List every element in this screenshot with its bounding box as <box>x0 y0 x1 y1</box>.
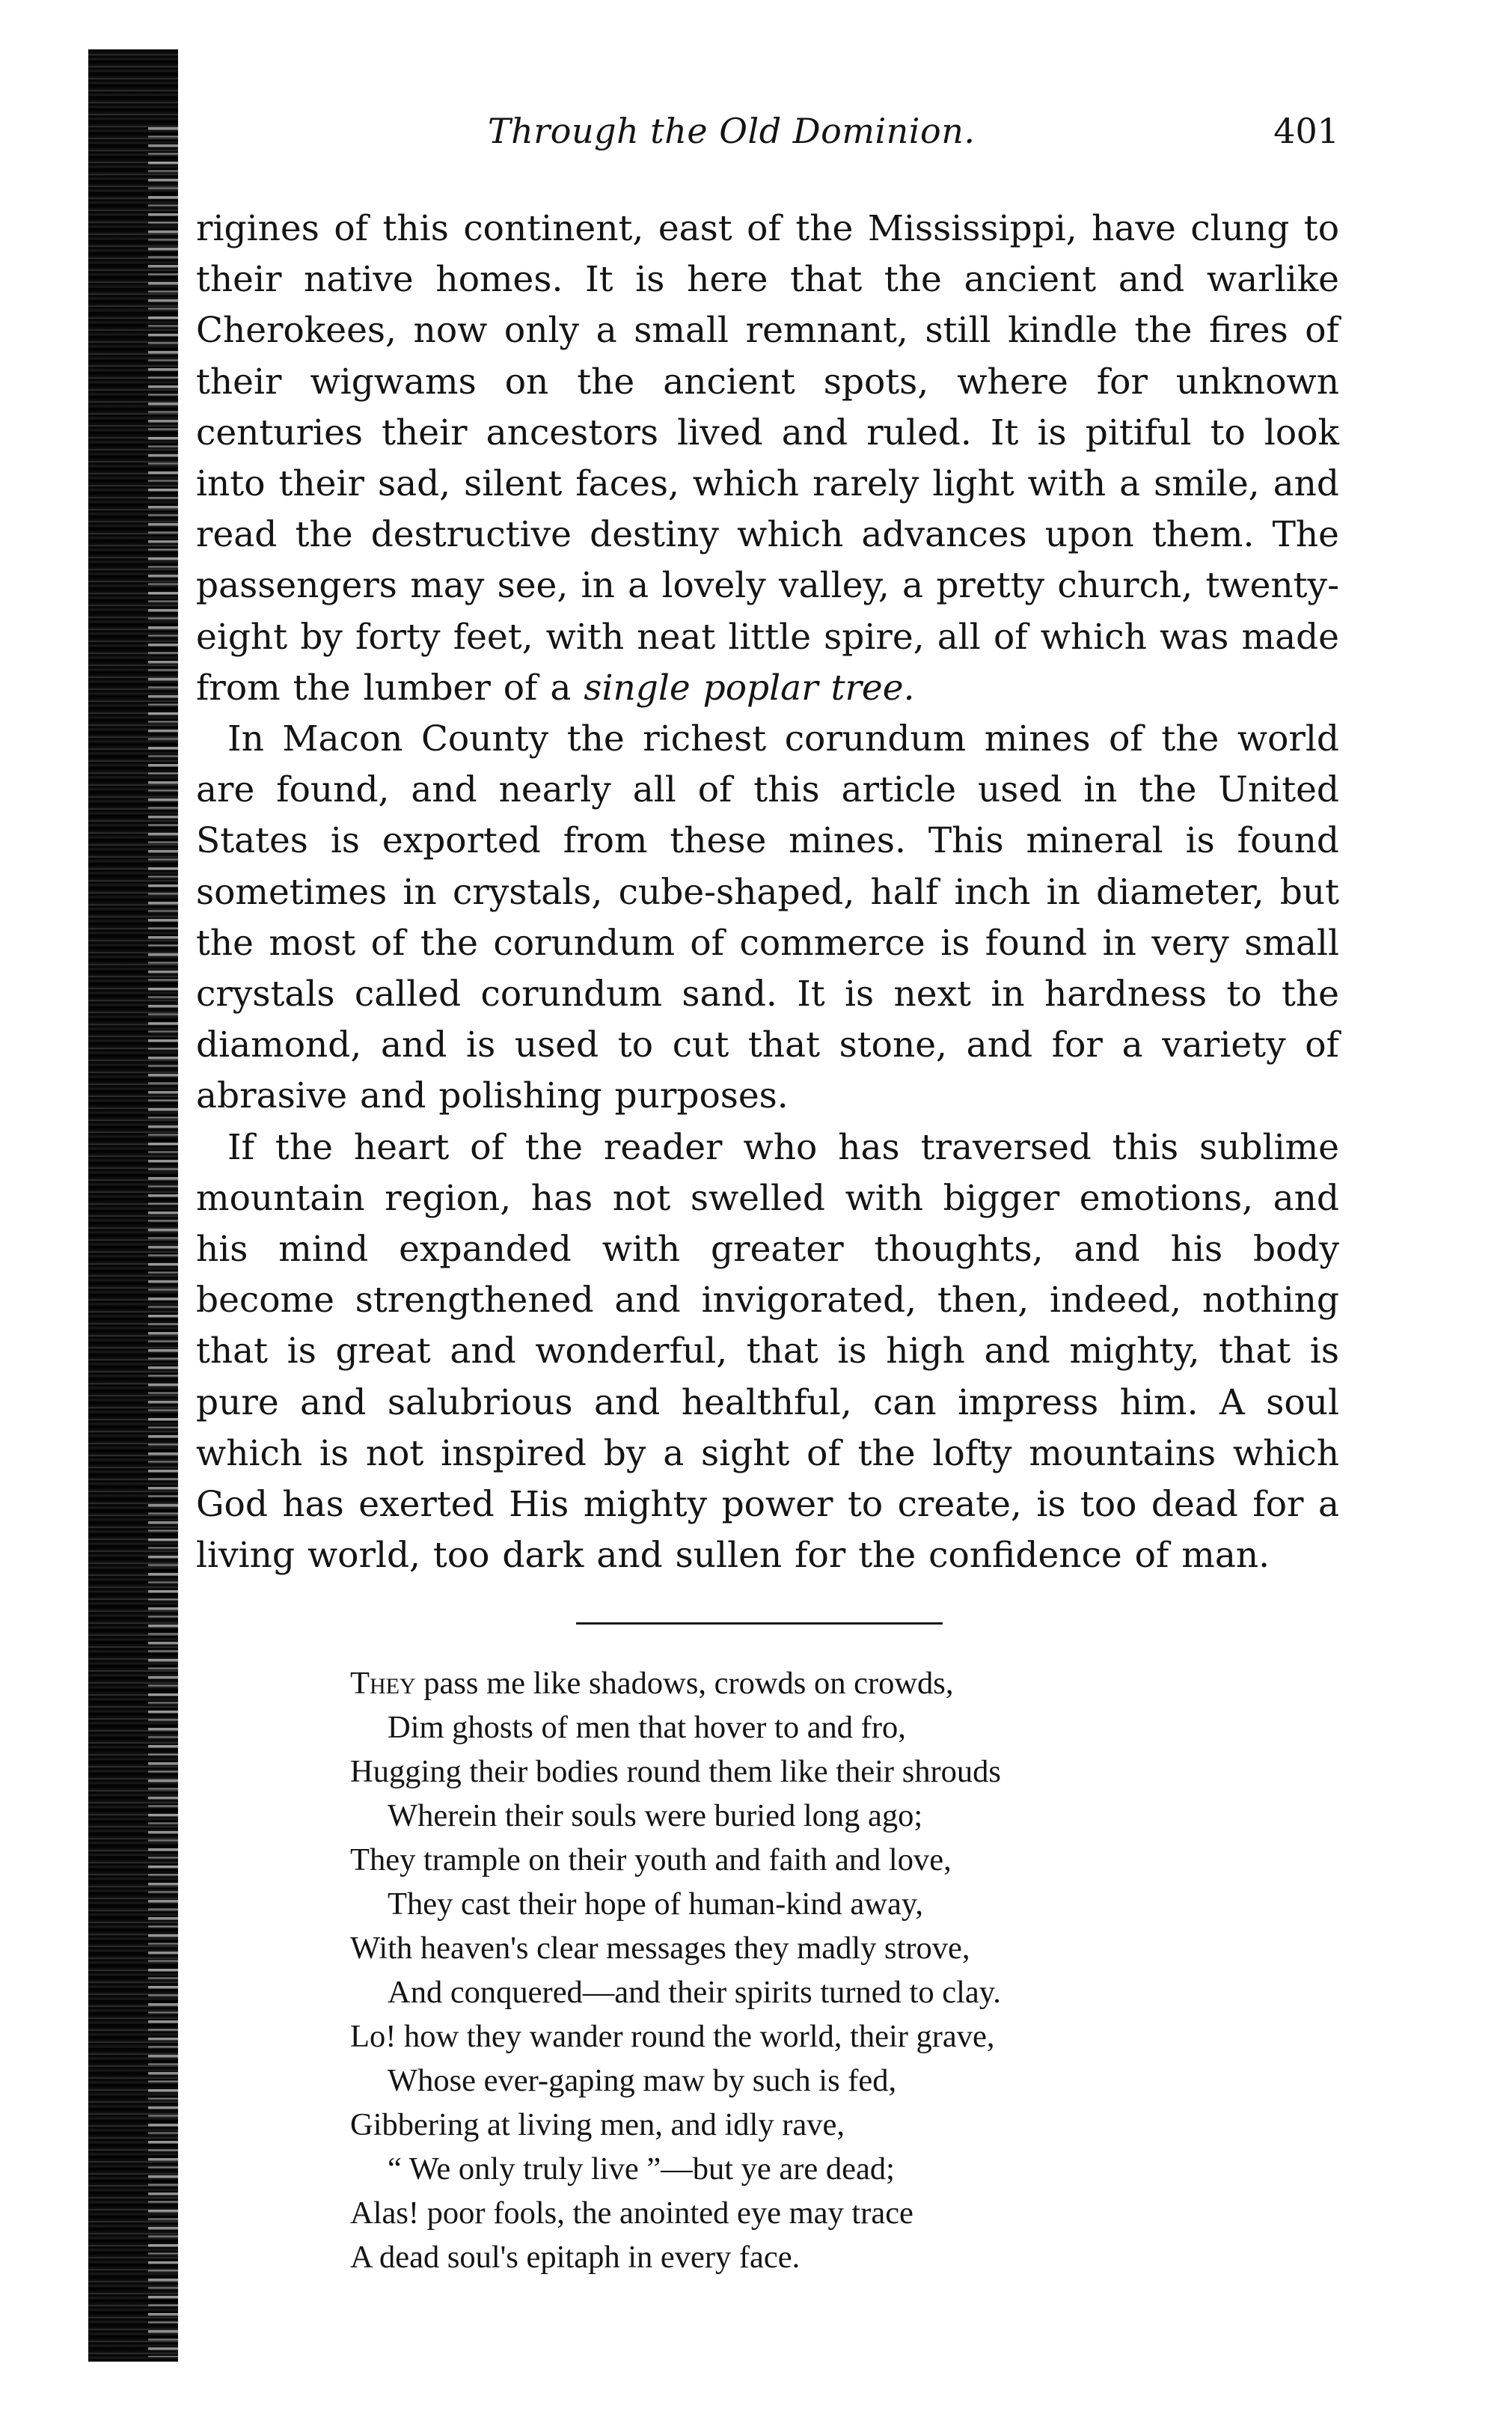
binding-shadow <box>148 127 183 2357</box>
poem-line: Wherein their souls were buried long ago; <box>388 1798 923 1833</box>
poem-first-word: They <box>350 1666 416 1701</box>
section-divider-rule <box>576 1622 943 1625</box>
poem-line: Gibbering at living men, and idly rave, <box>350 2107 845 2142</box>
poem-line <box>350 1661 1248 1705</box>
poem-line: Dim ghosts of men that hover to and fro, <box>388 1710 906 1745</box>
paragraph-corundum: In Macon County the richest corundum mines of the world are found, and nearly all of this article used in the United States is exported from these mines. This mineral is found sometimes in crystals, cube-shaped, half inch in diameter, but the most of the corundum of commerce is found in very small crystals called corundum sand. It is next in hardness to the diamond, and is used to cut that stone, and for a variety of abrasive and polishing purposes. <box>196 718 1339 1117</box>
poem <box>350 1661 1248 2279</box>
paragraph-cherokees <box>196 204 1339 714</box>
running-title: Through the Old Dominion. <box>488 111 976 151</box>
poem-line: Lo! how they wander round the world, their grave, <box>350 2019 995 2054</box>
paragraph-mountain-region: If the heart of the reader who has traversed this sublime mountain region, has not swelled with bigger emotions, and his mind expanded with greater thoughts, and his body become strengthened and invigorated, then, indeed, nothing that is great and wonderful, that is high and mighty, that is pure and salubrious and healthful, can impress him. A soul which is not inspired by a sight of the lofty mountains which God has exerted His mighty power to create, is too dead for a living world, too dark and sullen for the confidence of man. <box>196 1126 1339 1577</box>
poem-line: Hugging their bodies round them like their shrouds <box>350 1754 1001 1789</box>
poem-line: A dead soul's epitaph in every face. <box>350 2240 801 2275</box>
poem-first-line-rest: pass me like shadows, crowds on crowds, <box>415 1666 954 1701</box>
poem-line: And conquered—and their spirits turned to clay. <box>388 1975 1001 2010</box>
poem-line: Whose ever-gaping maw by such is fed, <box>388 2063 897 2098</box>
poem-line: Alas! poor fools, the anointed eye may trace <box>350 2195 913 2231</box>
poem-line: “ We only truly live ”—but ye are dead; <box>388 2151 895 2187</box>
page-number: 401 <box>1273 111 1339 151</box>
paragraph-cherokees-emphasis: single poplar tree. <box>584 667 915 709</box>
poem-line: They cast their hope of human-kind away, <box>388 1886 923 1922</box>
running-head <box>195 111 1339 171</box>
prose-body <box>196 204 1339 1581</box>
poem-line: They trample on their youth and faith and love, <box>350 1842 952 1877</box>
poem-line: With heaven's clear messages they madly strove, <box>350 1931 970 1966</box>
paragraph-cherokees-text: rigines of this continent, east of the Mississippi, have clung to their native homes. It is here that the ancient and warlike Cherokees, now only a small remnant, still kindle the fires of their wigwams on the ancient spots, where for unknown centuries their ancestors lived and ruled. It is pitiful to look into their sad, silent faces, which rarely light with a smile, and read the destructive destiny which advances upon them. The passengers may see, in a lovely valley, a pretty church, twenty-eight by forty feet, with neat little spire, all of which was made from the lumber of a <box>196 208 1339 709</box>
